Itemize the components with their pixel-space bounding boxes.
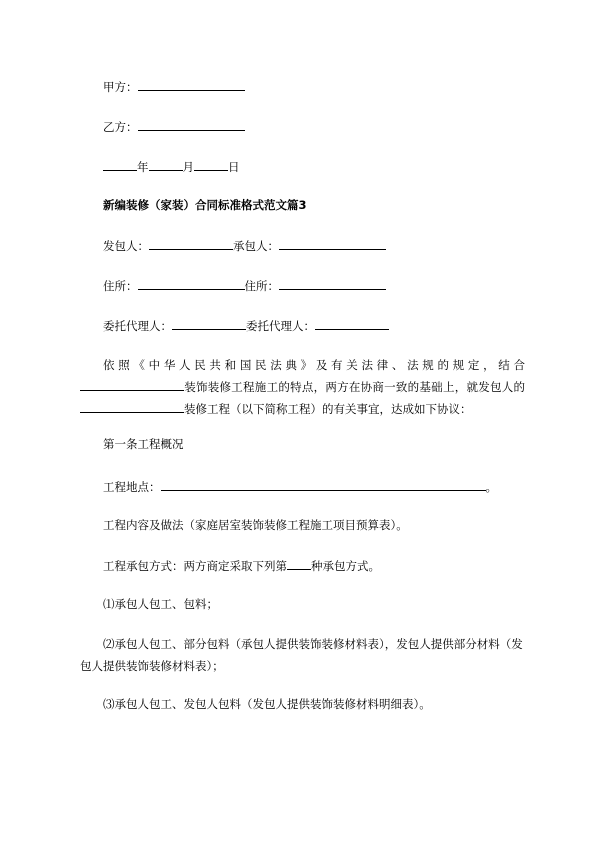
address-2-label: 住所： — [244, 279, 279, 293]
issuer-label: 发包人： — [103, 239, 149, 253]
agent-2-label: 委托代理人： — [246, 319, 315, 333]
site-blank — [161, 478, 486, 491]
article-one-heading: 第一条工程概况 — [103, 437, 184, 451]
party-b-label: 乙方： — [103, 120, 138, 134]
option-3: ⑶承包人包工、发包人包料（发包人提供装饰装修材料明细表）。 — [103, 697, 431, 711]
year-label: 年 — [137, 160, 149, 174]
intro-blank-2 — [80, 400, 184, 413]
taker-blank — [279, 237, 386, 250]
intro-text-3: 装修工程（以下简称工程）的有关事宜，达成如下协议： — [184, 402, 472, 416]
month-label: 月 — [182, 160, 194, 174]
contract-method-text-a: 工程承包方式：两方商定采取下列第 — [103, 559, 287, 573]
site-end: 。 — [485, 480, 497, 494]
party-a-blank — [138, 78, 245, 91]
address-1-label: 住所： — [103, 279, 138, 293]
contract-method-text-b: 种承包方式。 — [311, 559, 380, 573]
date-line — [103, 158, 240, 174]
intro-blank-1 — [80, 378, 184, 391]
taker-label: 承包人： — [233, 239, 279, 253]
day-blank — [194, 158, 228, 171]
month-blank — [149, 158, 183, 171]
agent-1-blank — [172, 317, 246, 330]
site-line — [103, 478, 497, 494]
content-method-line: 工程内容及做法（家庭居室装饰装修工程施工项目预算表）。 — [103, 518, 408, 532]
party-b-line — [103, 118, 245, 134]
party-a-label: 甲方： — [103, 80, 138, 94]
option-2: ⑵承包人包工、部分包料（承包人提供装饰装修材料表），发包人提供部分材料（发包人提供装饰装修材料表）； — [80, 637, 523, 673]
address-line — [103, 277, 386, 293]
party-a-line — [103, 78, 245, 94]
address-2-blank — [279, 277, 386, 290]
agent-line — [103, 317, 389, 333]
intro-text-2: 装饰装修工程施工的特点，两方在协商一致的基础上，就发包人的 — [184, 380, 525, 394]
agent-1-label: 委托代理人： — [103, 319, 172, 333]
intro-text-1: 依照《中华人民共和国民法典》及有关法律、法规的规定，结合 — [103, 358, 525, 372]
intro-paragraph — [80, 354, 525, 420]
contract-method-blank — [287, 557, 311, 570]
agent-2-blank — [315, 317, 389, 330]
day-label: 日 — [228, 160, 240, 174]
party-b-blank — [138, 118, 245, 131]
address-1-blank — [138, 277, 245, 290]
contract-method-line — [103, 557, 380, 573]
section-heading: 新编装修（家装）合同标准格式范文篇3 — [103, 198, 307, 212]
site-label: 工程地点： — [103, 480, 161, 494]
option-1: ⑴承包人包工、包料； — [103, 597, 218, 611]
issuer-blank — [149, 237, 233, 250]
year-blank — [103, 158, 137, 171]
contract-parties-line — [103, 237, 386, 253]
